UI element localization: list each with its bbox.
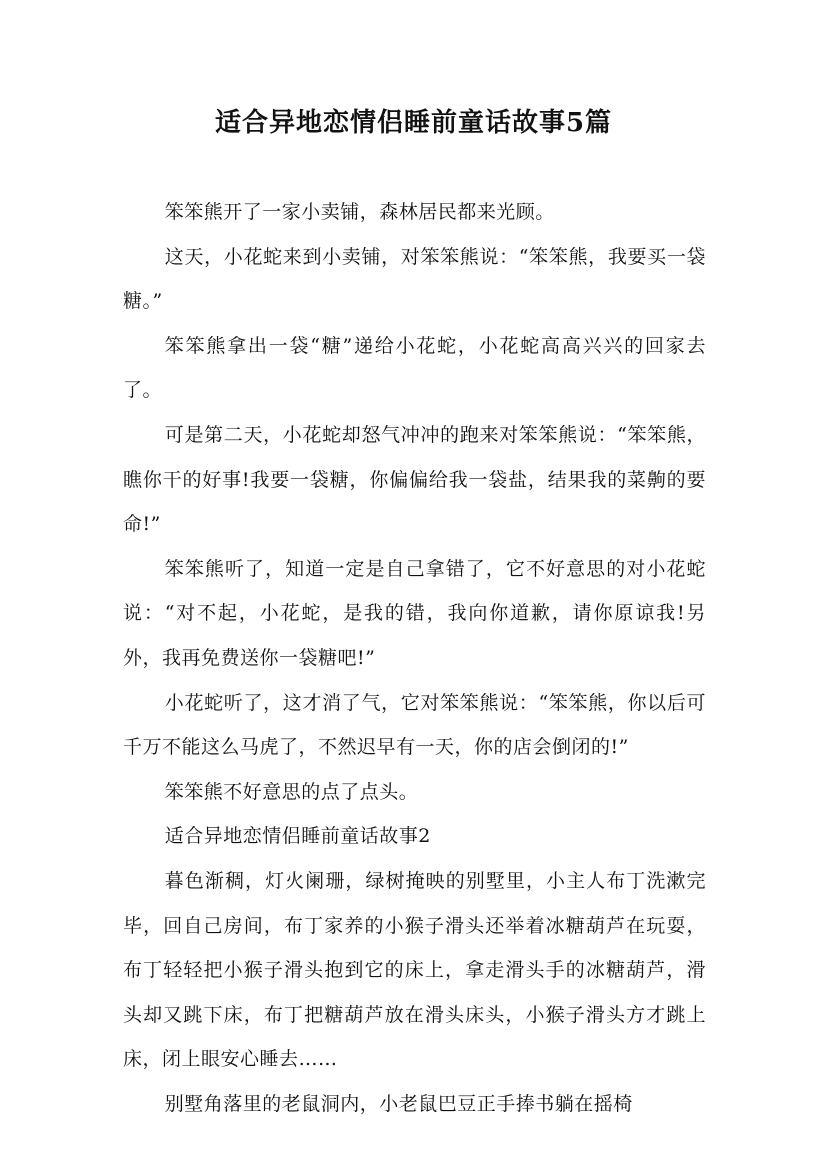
paragraph: 小花蛇听了，这才消了气，它对笨笨熊说：“笨笨熊，你以后可千万不能这么马虎了，不然迟早有一天，你的店会倒闭的!” — [123, 691, 706, 759]
paragraph: 暮色渐稠，灯火阑珊，绿树掩映的别墅里，小主人布丁洗漱完毕，回自己房间，布丁家养的小猴子滑头还举着冰糖葫芦在玩耍，布丁轻轻把小猴子滑头抱到它的床上，拿走滑头手的冰糖葫芦，滑头却又跳下床，布丁把糖葫芦放在滑头床头，小猴子滑头方才跳上床，闭上眼安心睡去…… — [123, 869, 706, 1071]
document-body — [123, 190, 706, 1126]
paragraph: 笨笨熊听了，知道一定是自己拿错了，它不好意思的对小花蛇说：“对不起，小花蛇，是我的错，我向你道歉，请你原谅我!另外，我再免费送你一袋糖吧!” — [123, 557, 706, 669]
document-title: 适合异地恋情侣睡前童话故事5篇 — [214, 108, 613, 138]
paragraph: 别墅角落里的老鼠洞内，小老鼠巴豆正手捧书躺在摇椅 — [164, 1092, 633, 1115]
section-heading: 适合异地恋情侣睡前童话故事2 — [164, 825, 431, 848]
paragraph: 可是第二天，小花蛇却怒气冲冲的跑来对笨笨熊说：“笨笨熊，瞧你干的好事!我要一袋糖，你偏偏给我一袋盐，结果我的菜齁的要命!” — [123, 423, 706, 536]
paragraph: 这天，小花蛇来到小卖铺，对笨笨熊说：“笨笨熊，我要买一袋糖。” — [123, 245, 706, 313]
paragraph: 笨笨熊不好意思的点了点头。 — [164, 780, 419, 803]
paragraph: 笨笨熊开了一家小卖铺，森林居民都来光顾。 — [164, 201, 555, 223]
paragraph: 笨笨熊拿出一袋“糖”递给小花蛇，小花蛇高高兴兴的回家去了。 — [123, 334, 706, 402]
